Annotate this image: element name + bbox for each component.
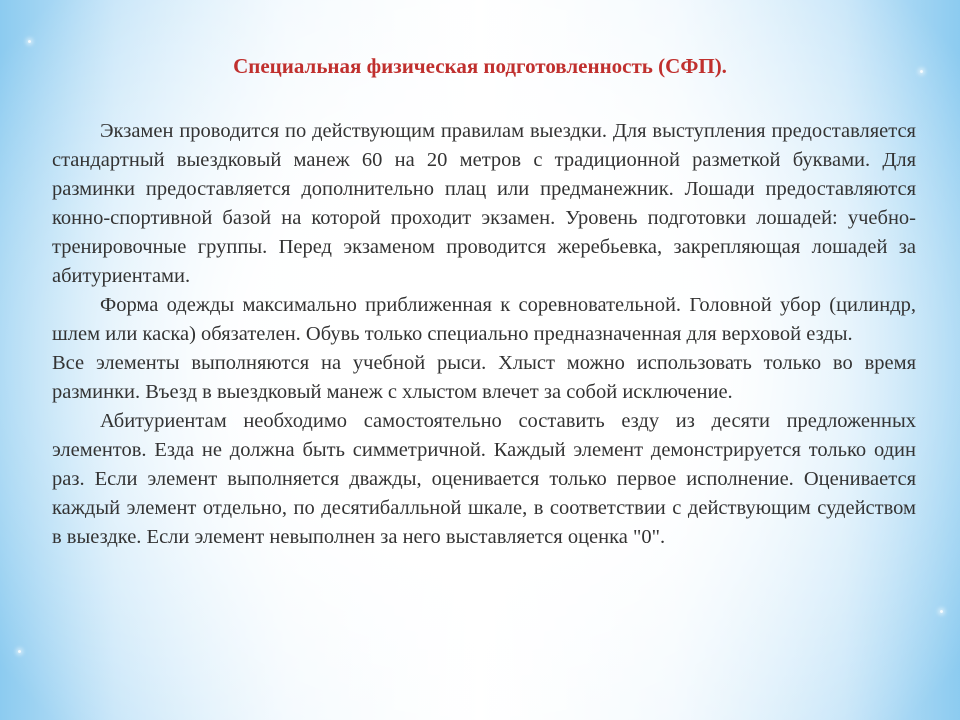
slide-body [52, 117, 916, 552]
slide-title: Специальная физическая подготовленность (СФП). [233, 54, 727, 78]
paragraph-exam-rules: Экзамен проводится по действующим правилам выездки. Для выступления предоставляется стандартный выездковый манеж 60 на 20 метров с традиционной разметкой буквами. Для разминки предоставляется дополнительно плац или предманежник. Лошади предоставляются конно-спортивной базой на которой проходит экзамен. Уровень подготовки лошадей: учебно-тренировочные группы. Перед экзаменом проводится жеребьевка, закрепляющая лошадей за абитуриентами. [52, 120, 916, 287]
sparkle-decoration [18, 650, 21, 653]
paragraph-scoring: Абитуриентам необходимо самостоятельно составить езду из десяти предложенных элементов. Езда не должна быть симметричной. Каждый элемент демонстрируется только один раз. Если элемент выполняется дважды, оценивается только первое исполнение. Оценивается каждый элемент отдельно, по десятибалльной шкале, в соответствии с действующим судейством в выездке. Если элемент невыполнен за него выставляется оценка "0". [52, 410, 916, 548]
paragraph-dress-code: Форма одежды максимально приближенная к соревновательной. Головной убор (цилиндр, шлем или каска) обязателен. Обувь только специально предназначенная для верховой езды. [52, 294, 916, 345]
sparkle-decoration [940, 610, 943, 613]
sparkle-decoration [28, 40, 31, 43]
paragraph-trot-elements: Все элементы выполняются на учебной рыси. Хлыст можно использовать только во время разминки. Въезд в выездковый манеж с хлыстом влечет за собой исключение. [52, 352, 916, 403]
